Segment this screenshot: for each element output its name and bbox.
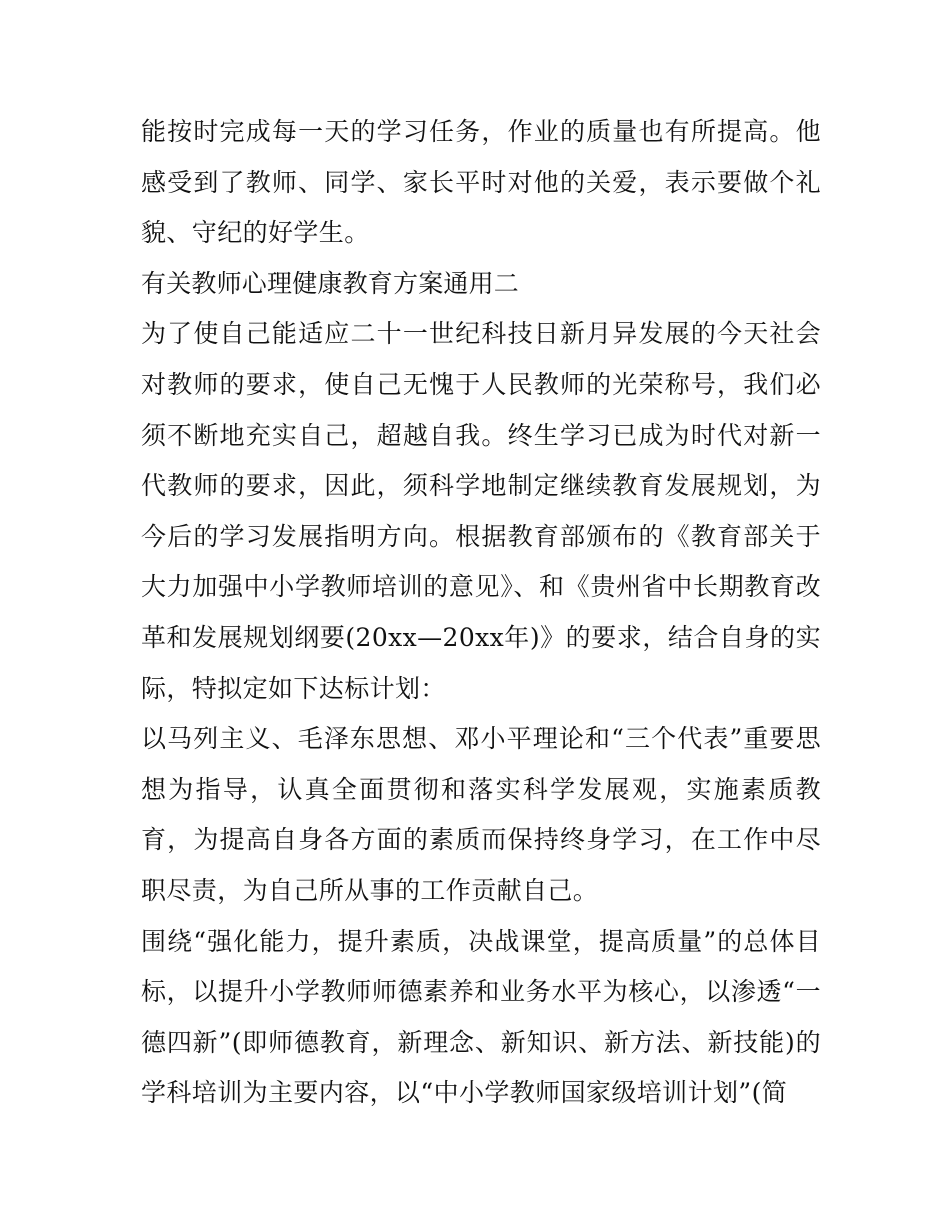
section-heading: 有关教师心理健康教育方案通用二 <box>141 268 520 298</box>
paragraph-intro: 为了使自己能适应二十一世纪科技日新月异发展的今天社会对教师的要求，使自己无愧于人民教师的光荣称号，我们必须不断地充实自己，超越自我。终生学习已成为时代对新一代教师的要求，因此，须科学地制定继续教育发展规划，为今后的学习发展指明方向。根据教育部颁布的《教育部关于大力加强中小学教师培训的意见》、和《贵州省中长期教育改革和发展规划纲要(20xx—20xx年)》的要求，结合自身的实际，特拟定如下达标计划： <box>141 319 821 703</box>
paragraph-guiding-ideology: 以马列主义、毛泽东思想、邓小平理论和“三个代表”重要思想为指导，认真全面贯彻和落实科学发展观，实施素质教育，为提高自身各方面的素质而保持终身学习，在工作中尽职尽责，为自己所从事的工作贡献自己。 <box>141 724 821 905</box>
paragraph-goals: 围绕“强化能力，提升素质，决战课堂，提高质量”的总体目标，以提升小学教师师德素养和业务水平为核心，以渗透“一德四新”(即师德教育，新理念、新知识、新方法、新技能)的学科培训为主要内容，以“中小学教师国家级培训计划”(简 <box>141 926 821 1108</box>
paragraph-continuation: 能按时完成每一天的学习任务，作业的质量也有所提高。他感受到了教师、同学、家长平时对他的关爱，表示要做个礼貌、守纪的好学生。 <box>141 117 821 248</box>
document-body <box>141 107 821 1119</box>
